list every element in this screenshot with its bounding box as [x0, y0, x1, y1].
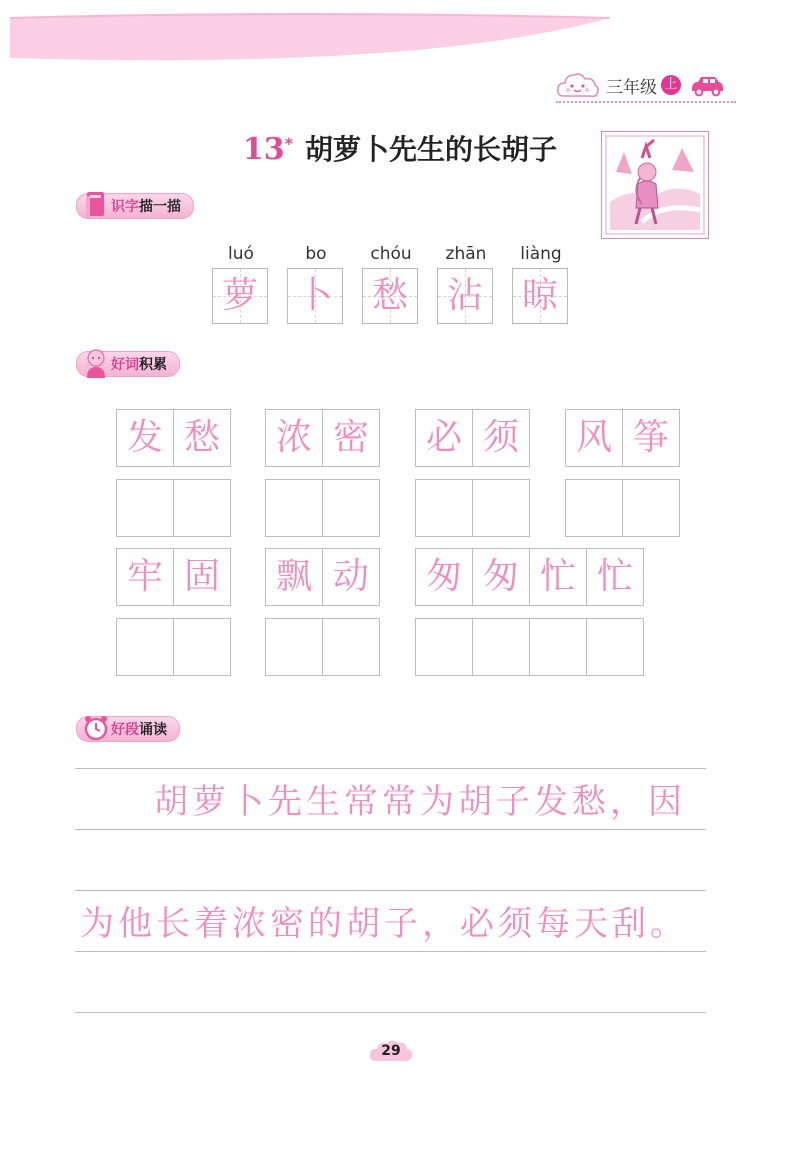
word-cell[interactable]: 忙: [529, 548, 587, 606]
grade-label: 三年级: [606, 77, 657, 98]
grade-underline: [556, 101, 736, 103]
section-rest: 描一描: [139, 199, 181, 215]
trace-char: 沾: [446, 275, 483, 316]
word-cell[interactable]: 愁: [173, 409, 231, 467]
lesson-number: 13: [242, 132, 285, 167]
page-number: [368, 1038, 414, 1064]
blank-cell[interactable]: [116, 479, 174, 537]
blank-cell[interactable]: [586, 618, 644, 676]
writing-line: [75, 951, 706, 952]
section-rest: 诵读: [139, 722, 167, 738]
blank-cell[interactable]: [415, 618, 473, 676]
pinyin-2: bo: [305, 244, 327, 264]
trace-cell[interactable]: [287, 268, 343, 324]
trace-char: 晾: [521, 275, 558, 316]
pinyin-3: chóu: [370, 244, 412, 264]
page-number-text: 29: [381, 1043, 401, 1059]
word-cell[interactable]: 须: [472, 409, 530, 467]
word-cell[interactable]: 忙: [586, 548, 644, 606]
writing-line: [75, 829, 706, 830]
trace-cell[interactable]: [362, 268, 418, 324]
section-highlight: 识字: [111, 199, 139, 215]
term-badge: 上: [661, 75, 681, 95]
blank-cell[interactable]: [529, 618, 587, 676]
word-cell[interactable]: 匆: [415, 548, 473, 606]
blank-cell[interactable]: [322, 618, 380, 676]
word-cell[interactable]: 固: [173, 548, 231, 606]
blank-cell[interactable]: [415, 479, 473, 537]
section-badge-recognize: [76, 193, 194, 219]
blank-cell[interactable]: [622, 479, 680, 537]
blank-cell[interactable]: [265, 618, 323, 676]
grade-badge: [556, 68, 725, 102]
word-cell[interactable]: 飘: [265, 548, 323, 606]
section-rest: 积累: [139, 357, 167, 373]
pinyin-4: zhān: [445, 244, 487, 264]
blank-cell[interactable]: [265, 479, 323, 537]
word-cell[interactable]: 风: [565, 409, 623, 467]
child-icon: [83, 348, 109, 378]
section-badge-passage: [76, 716, 180, 742]
book-icon: [83, 190, 109, 220]
word-cell[interactable]: 牢: [116, 548, 174, 606]
cloud-face-icon: [556, 70, 600, 100]
trace-cell[interactable]: [212, 268, 268, 324]
lesson-mark: *: [284, 133, 294, 153]
trace-char: 萝: [221, 275, 258, 316]
word-cell[interactable]: 浓: [265, 409, 323, 467]
writing-line: [75, 768, 706, 769]
word-cell[interactable]: 匆: [472, 548, 530, 606]
section-badge-words: [76, 351, 180, 377]
blank-cell[interactable]: [565, 479, 623, 537]
word-cell[interactable]: 密: [322, 409, 380, 467]
trace-cell[interactable]: [512, 268, 568, 324]
word-cell[interactable]: 筝: [622, 409, 680, 467]
blank-cell[interactable]: [173, 618, 231, 676]
section-highlight: 好段: [111, 722, 139, 738]
blank-cell[interactable]: [472, 479, 530, 537]
blank-cell[interactable]: [472, 618, 530, 676]
writing-line: [75, 1012, 706, 1013]
word-cell[interactable]: 动: [322, 548, 380, 606]
lesson-illustration: [601, 131, 709, 239]
blank-cell[interactable]: [173, 479, 231, 537]
pinyin-5: liàng: [520, 244, 562, 264]
trace-cell[interactable]: [437, 268, 493, 324]
trace-char: 卜: [296, 275, 333, 316]
word-cell[interactable]: 发: [116, 409, 174, 467]
writing-line: [75, 890, 706, 891]
blank-cell[interactable]: [116, 618, 174, 676]
passage-line-2: 为他长着浓密的胡子，必须每天刮。: [80, 904, 688, 944]
alarm-clock-icon: [83, 713, 109, 743]
pinyin-1: luó: [228, 244, 254, 264]
trace-char: 愁: [371, 275, 408, 316]
word-cell[interactable]: 必: [415, 409, 473, 467]
car-icon: [689, 73, 725, 97]
section-highlight: 好词: [111, 357, 139, 373]
lesson-title-text: 胡萝卜先生的长胡子: [305, 133, 558, 166]
blank-cell[interactable]: [322, 479, 380, 537]
passage-line-1: 胡萝卜先生常常为胡子发愁，因: [154, 782, 686, 822]
